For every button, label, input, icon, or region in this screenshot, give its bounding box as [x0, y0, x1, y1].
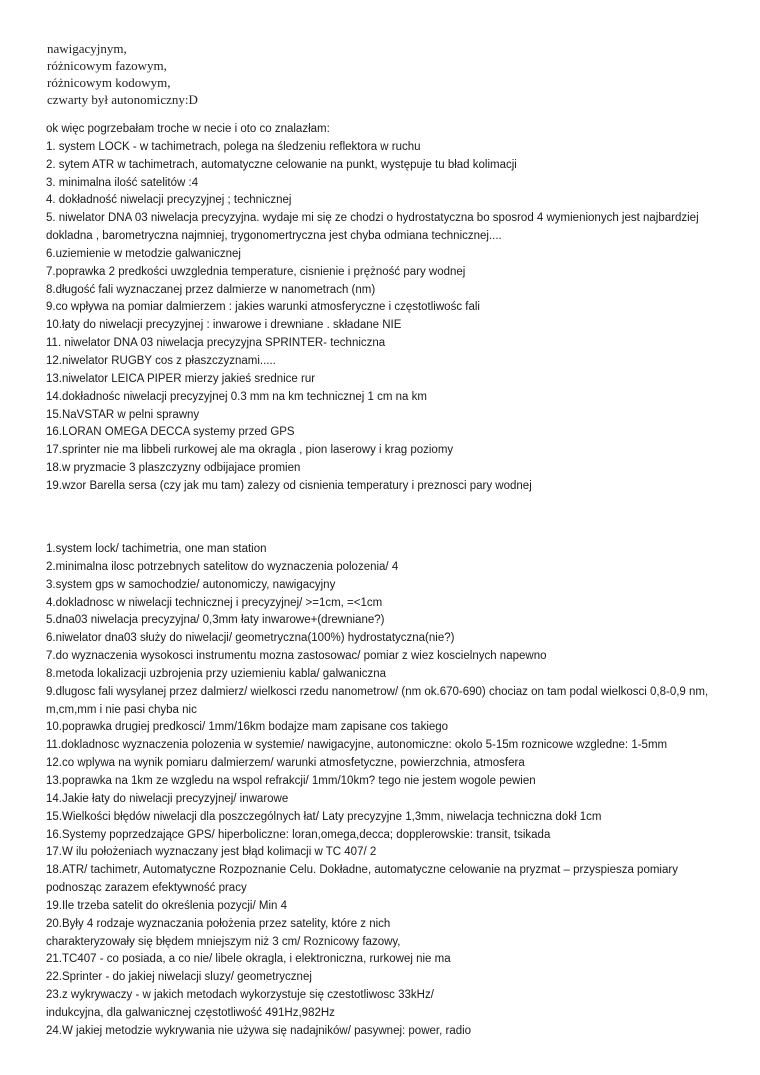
text-line: 1. system LOCK - w tachimetrach, polega na śledzeniu reflektora w ruchu — [46, 140, 421, 153]
text-line: m,cm,mm i nie pasi chyba nic — [46, 703, 197, 716]
text-line: 12.co wplywa na wynik pomiaru dalmierzem/ warunki atmosfetyczne, powierzchnia, atmosfera — [46, 757, 525, 770]
text-line: 6.uziemienie w metodzie galwanicznej — [46, 247, 241, 260]
text-line: 24.W jakiej metodzie wykrywania nie używa się nadajników/ pasywnej: power, radio — [46, 1024, 472, 1037]
text-line: 12.niwelator RUGBY cos z płaszczyznami..... — [46, 354, 276, 367]
text-line: 13.niwelator LEICA PIPER mierzy jakieś srednice rur — [46, 372, 316, 385]
intro-block — [47, 40, 447, 108]
intro-line: nawigacyjnym, — [47, 41, 127, 56]
text-line: 23.z wykrywaczy - w jakich metodach wykorzystuje się czestotliwosc 33kHz/ — [46, 989, 434, 1002]
text-line: 21.TC407 - co posiada, a co nie/ libele okragla, i elektroniczna, rurkowej nie ma — [46, 953, 451, 966]
text-line: 19.wzor Barella sersa (czy jak mu tam) zalezy od cisnienia temperatury i preznosci pary wodnej — [46, 479, 532, 492]
text-line: 11. niwelator DNA 03 niwelacja precyzyjna SPRINTER- techniczna — [46, 337, 386, 350]
text-line: 2. sytem ATR w tachimetrach, automatyczne celowanie na punkt, występuje tu bład kolimacji — [46, 158, 517, 171]
text-line: podnosząc zarazem efektywność pracy — [46, 882, 247, 895]
text-line: 17.sprinter nie ma libbeli rurkowej ale ma okragla , pion laserowy i krag poziomy — [46, 444, 454, 457]
text-line: dokladna , barometryczna najmniej, trygonomertryczna jest chyba odmiana technicznej.... — [46, 230, 502, 243]
text-line: 7.do wyznaczenia wysokosci instrumentu mozna zastosowac/ pomiar z wiez koscielnych napewno — [46, 650, 547, 663]
text-line: 15.NaVSTAR w pelni sprawny — [46, 408, 200, 421]
text-line: 3.system gps w samochodzie/ autonomiczy, nawigacyjny — [46, 578, 336, 591]
text-line: 6.niwelator dna03 służy do niwelacji/ geometryczna(100%) hydrostatyczna(nie?) — [46, 632, 455, 645]
text-line: 16.Systemy poprzedzające GPS/ hiperboliczne: loran,omega,decca; dopplerowskie: transit, tsikada — [46, 828, 551, 841]
text-line: 20.Były 4 rodzaje wyznaczania położenia przez satelity, które z nich — [46, 917, 391, 930]
text-line: 7.poprawka 2 predkości uwzglednia temperature, cisnienie i prężność pary wodnej — [46, 265, 466, 278]
text-line: 16.LORAN OMEGA DECCA systemy przed GPS — [46, 426, 295, 439]
text-line: 3. minimalna ilość satelitów :4 — [46, 176, 199, 189]
text-line: indukcyjna, dla galwanicznej częstotliwość 491Hz,982Hz — [46, 1006, 335, 1019]
text-line: 15.Wielkości błędów niwelacji dla poszczególnych łat/ Laty precyzyjne 1,3mm, niwelacja techniczna dokł 1cm — [46, 810, 602, 823]
text-line: 9.co wpływa na pomiar dalmierzem : jakies warunki atmosferyczne i częstotliwośc fali — [46, 301, 480, 314]
text-line: charakteryzowały się błędem mniejszym niż 3 cm/ Roznicowy fazowy, — [46, 935, 401, 948]
text-line: 14.Jakie łaty do niwelacji precyzyjnej/ inwarowe — [46, 792, 289, 805]
text-line: 13.poprawka na 1km ze wzgledu na wspol refrakcji/ 1mm/10km? tego nie jestem wogole pewien — [46, 774, 536, 787]
text-line: 22.Sprinter - do jakiej niwelacji sluzy/ geometrycznej — [46, 971, 312, 984]
text-line: 8.długość fali wyznaczanej przez dalmierze w nanometrach (nm) — [46, 283, 376, 296]
text-line: 4. dokładność niwelacji precyzyjnej ; technicznej — [46, 194, 292, 207]
intro-line: różnicowym fazowym, — [47, 58, 167, 73]
text-line: 5. niwelator DNA 03 niwelacja precyzyjna. wydaje mi się ze chodzi o hydrostatyczna bo sposrod 4 wymienionych jest najbardziej — [46, 212, 699, 225]
text-line: 18.ATR/ tachimetr, Automatyczne Rozpoznanie Celu. Dokładne, automatyczne celowanie na pryzmat – przyspiesza pomiary — [46, 864, 678, 877]
text-line: 19.Ile trzeba satelit do określenia pozycji/ Min 4 — [46, 899, 287, 912]
text-line: 4.dokladnosc w niwelacji technicznej i precyzyjnej/ >=1cm, =<1cm — [46, 596, 383, 609]
text-line: ok więc pogrzebałam troche w necie i oto co znalazłam: — [46, 123, 330, 135]
text-line: 11.dokladnosc wyznaczenia polozenia w systemie/ nawigacyjne, autonomiczne: okolo 5-15m roznicowe wzgledne: 1-5mm — [46, 739, 668, 752]
text-line: 8.metoda lokalizacji uzbrojenia przy uziemieniu kabla/ galwaniczna — [46, 667, 387, 680]
text-line: 1.system lock/ tachimetria, one man station — [46, 543, 267, 555]
intro-line: czwarty był autonomiczny:D — [47, 92, 198, 107]
text-line: 10.łaty do niwelacji precyzyjnej : inwarowe i drewniane . składane NIE — [46, 319, 402, 332]
text-line: 10.poprawka drugiej predkosci/ 1mm/16km bodajze mam zapisane cos takiego — [46, 721, 449, 734]
text-line: 14.dokładnośc niwelacji precyzyjnej 0.3 mm na km technicznej 1 cm na km — [46, 390, 427, 403]
text-line: 18.w pryzmacie 3 plaszczyzny odbijajace promien — [46, 462, 301, 475]
text-line: 17.W ilu położeniach wyznaczany jest błąd kolimacji w TC 407/ 2 — [46, 846, 377, 859]
text-line: 9.dlugosc fali wysylanej przez dalmierz/ wielkosci rzedu nanometrow/ (nm ok.670-690) chociaz on tam podal wielkosci 0,8-0,9 nm, — [46, 685, 709, 698]
intro-line: różnicowym kodowym, — [47, 75, 171, 90]
notes-section-1 — [46, 121, 736, 496]
text-line: 2.minimalna ilosc potrzebnych satelitow do wyznaczenia polozenia/ 4 — [46, 560, 399, 573]
text-line: 5.dna03 niwelacja precyzyjna/ 0,3mm łaty inwarowe+(drewniane?) — [46, 614, 385, 627]
notes-section-2 — [46, 541, 736, 1041]
